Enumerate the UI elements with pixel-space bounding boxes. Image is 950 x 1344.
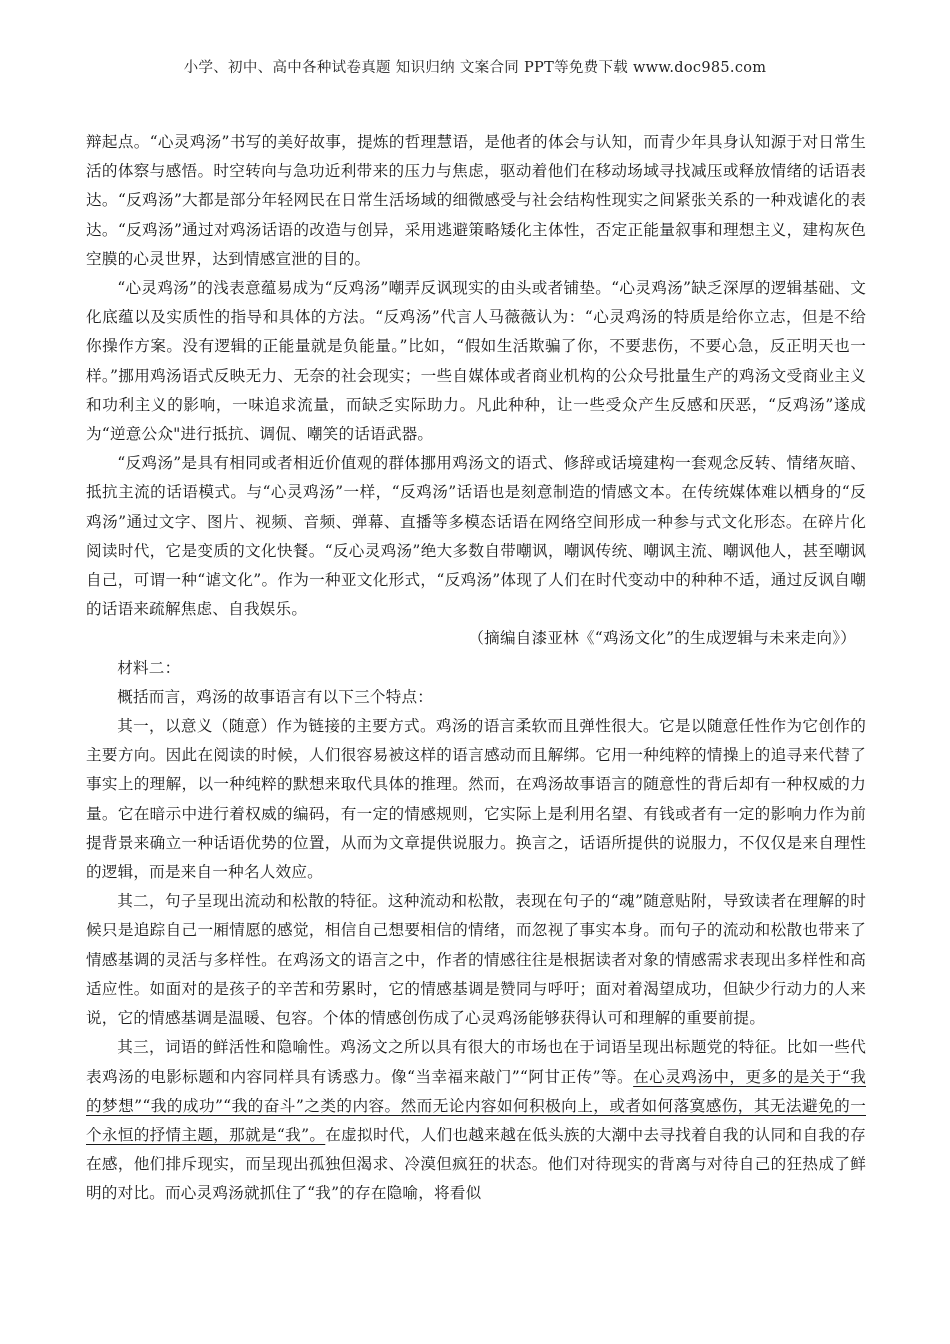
material-two-heading: 材料二： <box>117 658 181 677</box>
summary-intro: 概括而言，鸡汤的故事语言有以下三个特点： <box>117 687 434 706</box>
source-citation: （摘编自漆亚林《“鸡汤文化”的生成逻辑与未来走向》） <box>468 629 856 648</box>
paragraph-3: “反鸡汤”是具有相同或者相近价值观的群体挪用鸡汤文的语式、修辞或话境建构一套观念反转、情绪灰暗、抵抗主流的话语模式。与“心灵鸡汤”一样，“反鸡汤”话语也是刻意制造的情感文本。在传统媒体难以栖身的“反鸡汤”通过文字、图片、视频、音频、弹幕、直播等多模态话语在网络空间形成一种参与式文化形态。在碎片化阅读时代，它是变质的文化快餐。“反心灵鸡汤”绝大多数自带嘲讽，嘲讽传统、嘲讽主流、嘲讽他人，甚至嘲讽自己，可谓一种“谑文化”。作为一种亚文化形式，“反鸡汤”体现了人们在时代变动中的种种不适，通过反讽自嘲的话语来疏解焦虑、自我娱乐。 <box>86 454 866 619</box>
feature-two-paragraph: 其二，句子呈现出流动和松散的特征。这种流动和松散，表现在句子的“魂”随意贴附，导致读者在理解的时候只是追踪自己一厢情愿的感觉，相信自己想要相信的情绪，而忽视了事实本身。而句子的流动和松散也带来了情感基调的灵活与多样性。在鸡汤文的语言之中，作者的情感往往是根据读者对象的情感需求表现出多样性和高适应性。如面对的是孩子的辛苦和劳累时，它的情感基调是赞同与呼吁；面对着渴望成功，但缺少行动力的人来说，它的情感基调是温暖、包容。个体的情感创伤成了心灵鸡汤能够获得认可和理解的重要前提。 <box>86 892 866 1028</box>
feature-three-text-after: 在虚拟时代，人们也越来越在低头族的大潮中去寻找着自我的认同和自我的存在感，他们排斥现实，而呈现出孤独但渴求、冷漠但疯狂的状态。他们对待现实的背离与对待自己的狂热成了鲜明的对比。而心灵鸡汤就抓住了“我”的存在隐喻，将看似 <box>86 1125 866 1203</box>
article-body <box>86 128 866 1209</box>
feature-three-text-before: 其三，词语的鲜活性和隐喻性。鸡汤文之所以具有很大的市场也在于词语呈现出标题党的特征。比如一些代表鸡汤的电影标题和内容同样具有诱惑力。像“当幸福来敲门”“阿甘正传”等。 <box>86 1038 866 1086</box>
underlined-passage: 在心灵鸡汤中，更多的是关于“我的梦想”“我的成功”“我的奋斗”之类的内容。然而无论内容如何积极向上，或者如何落寞感伤，其无法避免的一个永恒的抒情主题，那就是“我”。 <box>86 1067 866 1144</box>
page-header: 小学、初中、高中各种试卷真题 知识归纳 文案合同 PPT等免费下载 www.doc985.com <box>183 60 767 76</box>
paragraph-2: “心灵鸡汤”的浅表意蕴易成为“反鸡汤”嘲弄反讽现实的由头或者铺垫。“心灵鸡汤”缺乏深厚的逻辑基础、文化底蕴以及实质性的指导和具体的方法。“反鸡汤”代言人马薇薇认为：“心灵鸡汤的特质是给你立志，但是不给你操作方案。没有逻辑的正能量就是负能量。”比如，“假如生活欺骗了你，不要悲伤，不要心急，反正明天也一样。”挪用鸡汤语式反映无力、无奈的社会现实；一些自媒体或者商业机构的公众号批量生产的鸡汤文受商业主义和功利主义的影响，一味追求流量，而缺乏实际助力。凡此种种，让一些受众产生反感和厌恶，“反鸡汤”遂成为“逆意公众"进行抵抗、调侃、嘲笑的话语武器。 <box>86 279 866 444</box>
feature-one-paragraph: 其一，以意义（随意）作为链接的主要方式。鸡汤的语言柔软而且弹性很大。它是以随意任性作为它创作的主要方向。因此在阅读的时候，人们很容易被这样的语言感动而且解绑。它用一种纯粹的情操上的追寻来代替了事实上的理解，以一种纯粹的默想来取代具体的推理。然而，在鸡汤故事语言的随意性的背后却有一种权威的力量。它在暗示中进行着权威的编码，有一定的情感规则，它实际上是利用名望、有钱或者有一定的影响力作为前提背景来确立一种话语优势的位置，从而为文章提供说服力。换言之，话语所提供的说服力，不仅仅是来自理性的逻辑，而是来自一种名人效应。 <box>86 717 866 882</box>
paragraph-1: 辩起点。“心灵鸡汤”书写的美好故事，提炼的哲理慧语，是他者的体会与认知，而青少年具身认知源于对日常生活的体察与感悟。时空转向与急功近利带来的压力与焦虑，驱动着他们在移动场域寻找减压或释放情绪的话语表达。“反鸡汤”大都是部分年轻网民在日常生活场域的细微感受与社会结构性现实之间紧张关系的一种戏谑化的表达。“反鸡汤”通过对鸡汤话语的改造与创异，采用逃避策略矮化主体性，否定正能量叙事和理想主义，建构灰色空膜的心灵世界，达到情感宣泄的目的。 <box>86 133 866 268</box>
feature-three-paragraph <box>86 1033 866 1208</box>
